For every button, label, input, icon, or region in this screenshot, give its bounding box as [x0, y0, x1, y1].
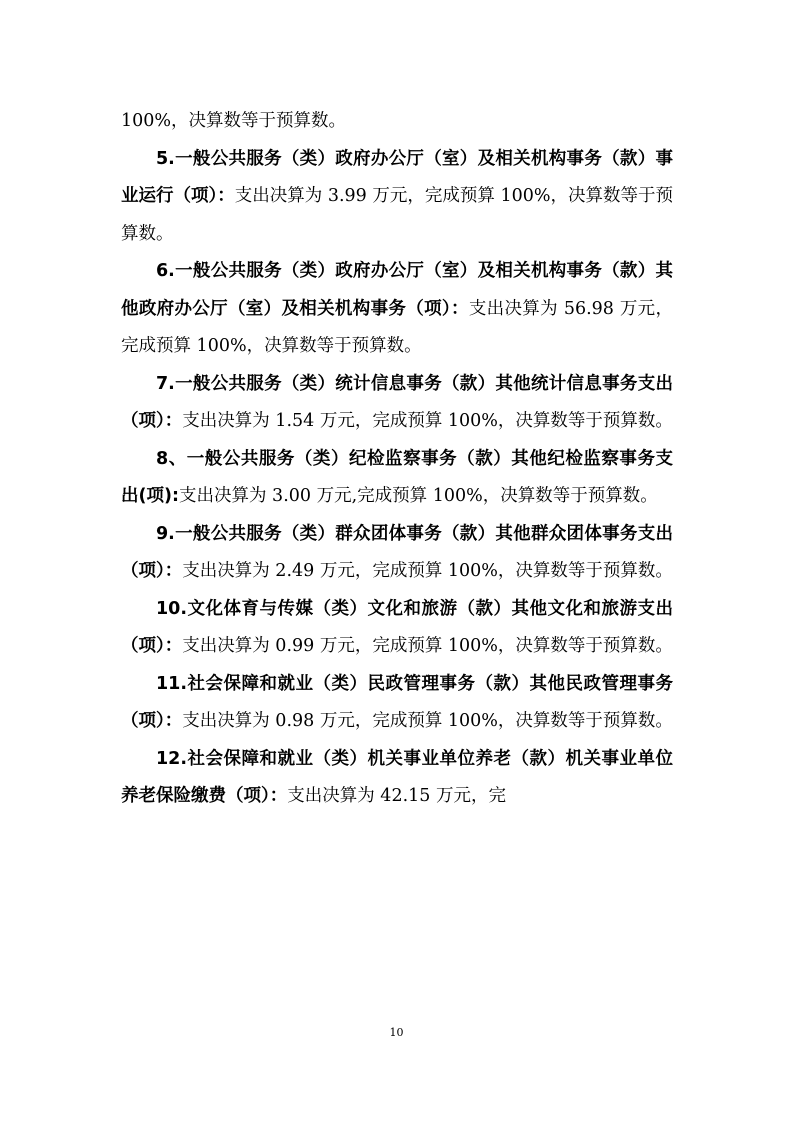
- paragraph-body: 支出决算为 0.99 万元，完成预算 100%，决算数等于预算数。: [182, 636, 673, 656]
- paragraph-item-6: [121, 253, 673, 366]
- paragraph-item-5: [121, 141, 673, 254]
- paragraph-item-12: [121, 741, 673, 816]
- paragraph-heading: 7.一般公共服务（类）统计信息事务（款）其他统计信息事务支出（项）：: [121, 373, 673, 431]
- paragraph-continuation: [121, 103, 673, 141]
- paragraph-item-8: [121, 441, 673, 516]
- paragraph-item-11: [121, 666, 673, 741]
- paragraph-heading: 10.文化体育与传媒（类）文化和旅游（款）其他文化和旅游支出（项）：: [121, 598, 673, 656]
- paragraph-body: 支出决算为 2.49 万元，完成预算 100%，决算数等于预算数。: [182, 561, 673, 581]
- paragraph-body: 支出决算为 3.00 万元,完成预算 100%，决算数等于预算数。: [179, 486, 658, 506]
- paragraph-body: 支出决算为 56.98 万元，完成预算 100%，决算数等于预算数。: [121, 298, 673, 356]
- paragraph-item-7: [121, 366, 673, 441]
- paragraph-body: 支出决算为 1.54 万元，完成预算 100%，决算数等于预算数。: [182, 411, 673, 431]
- paragraph-body: 支出决算为 3.99 万元，完成预算 100%，决算数等于预算数。: [121, 186, 673, 244]
- page-number: 10: [389, 1026, 404, 1039]
- paragraph-item-9: [121, 516, 673, 591]
- paragraph-body: 支出决算为 42.15 万元，完: [287, 786, 506, 806]
- paragraph-heading: 6.一般公共服务（类）政府办公厅（室）及相关机构事务（款）其他政府办公厅（室）及相关机构事务（项）：: [121, 261, 673, 319]
- paragraph-heading: 5.一般公共服务（类）政府办公厅（室）及相关机构事务（款）事业运行（项）：: [121, 148, 673, 206]
- paragraph-body: 100%，决算数等于预算数。: [121, 111, 347, 131]
- paragraph-item-10: [121, 591, 673, 666]
- document-body: [121, 103, 673, 816]
- paragraph-heading: 11.社会保障和就业（类）民政管理事务（款）其他民政管理事务（项）：: [121, 673, 673, 731]
- paragraph-body: 支出决算为 0.98 万元，完成预算 100%，决算数等于预算数。: [182, 711, 673, 731]
- paragraph-heading: 9.一般公共服务（类）群众团体事务（款）其他群众团体事务支出（项）：: [121, 523, 673, 581]
- paragraph-heading: 12.社会保障和就业（类）机关事业单位养老（款）机关事业单位养老保险缴费（项）：: [121, 748, 673, 806]
- paragraph-heading: 8、一般公共服务（类）纪检监察事务（款）其他纪检监察事务支出(项):: [121, 448, 673, 506]
